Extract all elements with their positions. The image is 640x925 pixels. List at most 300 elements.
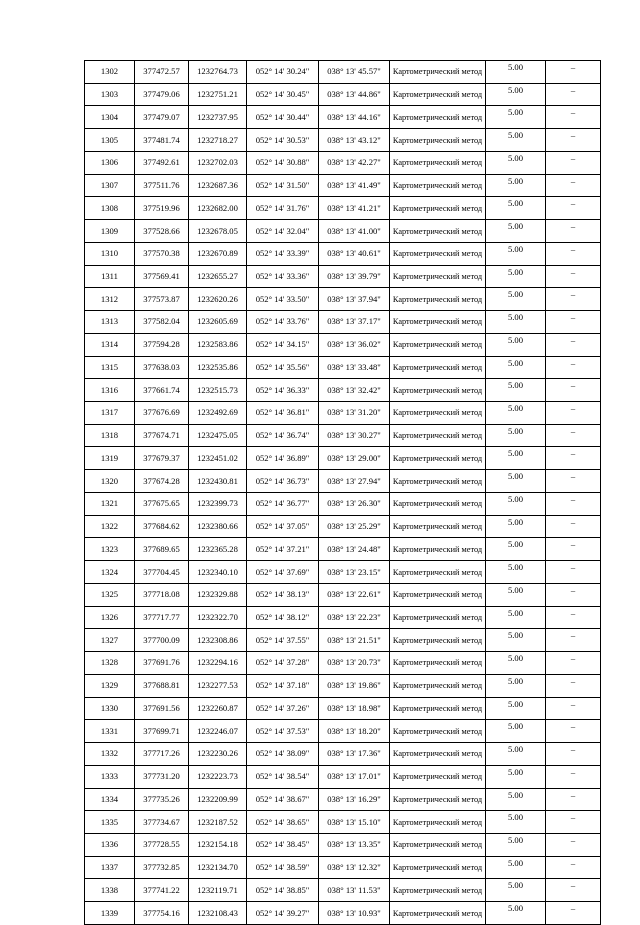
- x-coordinate-cell: 377472.57: [135, 61, 189, 84]
- method-cell: Картометрический метод: [390, 492, 486, 515]
- note-cell: –: [546, 743, 601, 766]
- latitude-cell: 052° 14' 33.76": [247, 311, 319, 334]
- x-coordinate-cell: 377688.81: [135, 674, 189, 697]
- x-coordinate-cell: 377661.74: [135, 379, 189, 402]
- longitude-cell: 038° 13' 31.20": [319, 402, 390, 425]
- y-coordinate-cell: 1232687.36: [189, 174, 247, 197]
- longitude-cell: 038° 13' 18.20": [319, 720, 390, 743]
- precision-cell: 5.00: [486, 515, 546, 538]
- x-coordinate-cell: 377674.28: [135, 470, 189, 493]
- method-cell: Картометрический метод: [390, 856, 486, 879]
- longitude-cell: 038° 13' 20.73": [319, 652, 390, 675]
- latitude-cell: 052° 14' 36.74": [247, 424, 319, 447]
- latitude-cell: 052° 14' 37.69": [247, 561, 319, 584]
- precision-cell: 5.00: [486, 811, 546, 834]
- method-cell: Картометрический метод: [390, 470, 486, 493]
- longitude-cell: 038° 13' 21.51": [319, 629, 390, 652]
- method-cell: Картометрический метод: [390, 174, 486, 197]
- point-number-cell: 1332: [85, 743, 135, 766]
- longitude-cell: 038° 13' 22.23": [319, 606, 390, 629]
- table-row: [85, 833, 601, 856]
- method-cell: Картометрический метод: [390, 902, 486, 925]
- method-cell: Картометрический метод: [390, 811, 486, 834]
- x-coordinate-cell: 377481.74: [135, 129, 189, 152]
- y-coordinate-cell: 1232340.10: [189, 561, 247, 584]
- method-cell: Картометрический метод: [390, 743, 486, 766]
- table-row: [85, 561, 601, 584]
- method-cell: Картометрический метод: [390, 83, 486, 106]
- longitude-cell: 038° 13' 29.00": [319, 447, 390, 470]
- method-cell: Картометрический метод: [390, 765, 486, 788]
- precision-cell: 5.00: [486, 674, 546, 697]
- point-number-cell: 1330: [85, 697, 135, 720]
- table-row: [85, 379, 601, 402]
- table-row: [85, 265, 601, 288]
- y-coordinate-cell: 1232329.88: [189, 583, 247, 606]
- method-cell: Картометрический метод: [390, 697, 486, 720]
- x-coordinate-cell: 377734.67: [135, 811, 189, 834]
- table-row: [85, 197, 601, 220]
- x-coordinate-cell: 377569.41: [135, 265, 189, 288]
- y-coordinate-cell: 1232119.71: [189, 879, 247, 902]
- y-coordinate-cell: 1232515.73: [189, 379, 247, 402]
- y-coordinate-cell: 1232209.99: [189, 788, 247, 811]
- x-coordinate-cell: 377700.09: [135, 629, 189, 652]
- table-row: [85, 174, 601, 197]
- note-cell: –: [546, 697, 601, 720]
- x-coordinate-cell: 377528.66: [135, 220, 189, 243]
- point-number-cell: 1322: [85, 515, 135, 538]
- table-row: [85, 447, 601, 470]
- point-number-cell: 1309: [85, 220, 135, 243]
- y-coordinate-cell: 1232308.86: [189, 629, 247, 652]
- method-cell: Картометрический метод: [390, 879, 486, 902]
- table-row: [85, 811, 601, 834]
- y-coordinate-cell: 1232154.18: [189, 833, 247, 856]
- precision-cell: 5.00: [486, 151, 546, 174]
- method-cell: Картометрический метод: [390, 447, 486, 470]
- x-coordinate-cell: 377691.56: [135, 697, 189, 720]
- method-cell: Картометрический метод: [390, 242, 486, 265]
- longitude-cell: 038° 13' 25.29": [319, 515, 390, 538]
- method-cell: Картометрический метод: [390, 629, 486, 652]
- note-cell: –: [546, 311, 601, 334]
- y-coordinate-cell: 1232605.69: [189, 311, 247, 334]
- latitude-cell: 052° 14' 37.55": [247, 629, 319, 652]
- table-row: [85, 765, 601, 788]
- longitude-cell: 038° 13' 41.00": [319, 220, 390, 243]
- y-coordinate-cell: 1232277.53: [189, 674, 247, 697]
- method-cell: Картометрический метод: [390, 379, 486, 402]
- table-row: [85, 606, 601, 629]
- x-coordinate-cell: 377570.38: [135, 242, 189, 265]
- note-cell: –: [546, 106, 601, 129]
- precision-cell: 5.00: [486, 197, 546, 220]
- longitude-cell: 038° 13' 16.29": [319, 788, 390, 811]
- table-row: [85, 515, 601, 538]
- latitude-cell: 052° 14' 30.45": [247, 83, 319, 106]
- x-coordinate-cell: 377479.07: [135, 106, 189, 129]
- longitude-cell: 038° 13' 10.93": [319, 902, 390, 925]
- note-cell: –: [546, 765, 601, 788]
- longitude-cell: 038° 13' 37.94": [319, 288, 390, 311]
- table-row: [85, 492, 601, 515]
- latitude-cell: 052° 14' 30.24": [247, 61, 319, 84]
- table-row: [85, 652, 601, 675]
- note-cell: –: [546, 61, 601, 84]
- note-cell: –: [546, 856, 601, 879]
- precision-cell: 5.00: [486, 629, 546, 652]
- method-cell: Картометрический метод: [390, 356, 486, 379]
- note-cell: –: [546, 833, 601, 856]
- longitude-cell: 038° 13' 12.32": [319, 856, 390, 879]
- y-coordinate-cell: 1232492.69: [189, 402, 247, 425]
- note-cell: –: [546, 83, 601, 106]
- x-coordinate-cell: 377594.28: [135, 333, 189, 356]
- latitude-cell: 052° 14' 37.28": [247, 652, 319, 675]
- longitude-cell: 038° 13' 42.27": [319, 151, 390, 174]
- note-cell: –: [546, 424, 601, 447]
- method-cell: Картометрический метод: [390, 515, 486, 538]
- x-coordinate-cell: 377676.69: [135, 402, 189, 425]
- latitude-cell: 052° 14' 30.53": [247, 129, 319, 152]
- y-coordinate-cell: 1232678.05: [189, 220, 247, 243]
- latitude-cell: 052° 14' 38.65": [247, 811, 319, 834]
- table-row: [85, 470, 601, 493]
- method-cell: Картометрический метод: [390, 106, 486, 129]
- point-number-cell: 1324: [85, 561, 135, 584]
- point-number-cell: 1316: [85, 379, 135, 402]
- point-number-cell: 1328: [85, 652, 135, 675]
- note-cell: –: [546, 470, 601, 493]
- table-row: [85, 629, 601, 652]
- method-cell: Картометрический метод: [390, 788, 486, 811]
- point-number-cell: 1308: [85, 197, 135, 220]
- point-number-cell: 1314: [85, 333, 135, 356]
- latitude-cell: 052° 14' 38.59": [247, 856, 319, 879]
- y-coordinate-cell: 1232380.66: [189, 515, 247, 538]
- x-coordinate-cell: 377492.61: [135, 151, 189, 174]
- x-coordinate-cell: 377479.06: [135, 83, 189, 106]
- longitude-cell: 038° 13' 30.27": [319, 424, 390, 447]
- method-cell: Картометрический метод: [390, 333, 486, 356]
- note-cell: –: [546, 788, 601, 811]
- x-coordinate-cell: 377675.65: [135, 492, 189, 515]
- y-coordinate-cell: 1232294.16: [189, 652, 247, 675]
- latitude-cell: 052° 14' 32.04": [247, 220, 319, 243]
- x-coordinate-cell: 377728.55: [135, 833, 189, 856]
- table-row: [85, 424, 601, 447]
- y-coordinate-cell: 1232475.05: [189, 424, 247, 447]
- precision-cell: 5.00: [486, 743, 546, 766]
- table-row: [85, 242, 601, 265]
- point-number-cell: 1302: [85, 61, 135, 84]
- latitude-cell: 052° 14' 33.50": [247, 288, 319, 311]
- method-cell: Картометрический метод: [390, 197, 486, 220]
- precision-cell: 5.00: [486, 833, 546, 856]
- method-cell: Картометрический метод: [390, 311, 486, 334]
- precision-cell: 5.00: [486, 720, 546, 743]
- table-row: [85, 151, 601, 174]
- longitude-cell: 038° 13' 41.21": [319, 197, 390, 220]
- latitude-cell: 052° 14' 35.56": [247, 356, 319, 379]
- note-cell: –: [546, 242, 601, 265]
- note-cell: –: [546, 288, 601, 311]
- note-cell: –: [546, 379, 601, 402]
- y-coordinate-cell: 1232718.27: [189, 129, 247, 152]
- table-row: [85, 129, 601, 152]
- y-coordinate-cell: 1232764.73: [189, 61, 247, 84]
- latitude-cell: 052° 14' 39.27": [247, 902, 319, 925]
- latitude-cell: 052° 14' 38.67": [247, 788, 319, 811]
- note-cell: –: [546, 197, 601, 220]
- x-coordinate-cell: 377582.04: [135, 311, 189, 334]
- point-number-cell: 1312: [85, 288, 135, 311]
- note-cell: –: [546, 129, 601, 152]
- point-number-cell: 1337: [85, 856, 135, 879]
- longitude-cell: 038° 13' 39.79": [319, 265, 390, 288]
- latitude-cell: 052° 14' 30.88": [247, 151, 319, 174]
- latitude-cell: 052° 14' 30.44": [247, 106, 319, 129]
- precision-cell: 5.00: [486, 402, 546, 425]
- precision-cell: 5.00: [486, 242, 546, 265]
- longitude-cell: 038° 13' 17.36": [319, 743, 390, 766]
- note-cell: –: [546, 492, 601, 515]
- y-coordinate-cell: 1232365.28: [189, 538, 247, 561]
- x-coordinate-cell: 377689.65: [135, 538, 189, 561]
- x-coordinate-cell: 377754.16: [135, 902, 189, 925]
- method-cell: Картометрический метод: [390, 288, 486, 311]
- y-coordinate-cell: 1232451.02: [189, 447, 247, 470]
- longitude-cell: 038° 13' 19.86": [319, 674, 390, 697]
- y-coordinate-cell: 1232670.89: [189, 242, 247, 265]
- x-coordinate-cell: 377741.22: [135, 879, 189, 902]
- note-cell: –: [546, 356, 601, 379]
- precision-cell: 5.00: [486, 492, 546, 515]
- x-coordinate-cell: 377684.62: [135, 515, 189, 538]
- table-row: [85, 333, 601, 356]
- table-row: [85, 674, 601, 697]
- precision-cell: 5.00: [486, 424, 546, 447]
- precision-cell: 5.00: [486, 356, 546, 379]
- y-coordinate-cell: 1232399.73: [189, 492, 247, 515]
- latitude-cell: 052° 14' 36.89": [247, 447, 319, 470]
- point-number-cell: 1306: [85, 151, 135, 174]
- latitude-cell: 052° 14' 34.15": [247, 333, 319, 356]
- table-row: [85, 311, 601, 334]
- table-row: [85, 83, 601, 106]
- point-number-cell: 1307: [85, 174, 135, 197]
- point-number-cell: 1331: [85, 720, 135, 743]
- note-cell: –: [546, 583, 601, 606]
- table-row: [85, 879, 601, 902]
- precision-cell: 5.00: [486, 470, 546, 493]
- method-cell: Картометрический метод: [390, 424, 486, 447]
- precision-cell: 5.00: [486, 220, 546, 243]
- latitude-cell: 052° 14' 33.36": [247, 265, 319, 288]
- x-coordinate-cell: 377699.71: [135, 720, 189, 743]
- point-number-cell: 1321: [85, 492, 135, 515]
- latitude-cell: 052° 14' 37.18": [247, 674, 319, 697]
- y-coordinate-cell: 1232260.87: [189, 697, 247, 720]
- longitude-cell: 038° 13' 36.02": [319, 333, 390, 356]
- latitude-cell: 052° 14' 37.05": [247, 515, 319, 538]
- point-number-cell: 1305: [85, 129, 135, 152]
- latitude-cell: 052° 14' 38.09": [247, 743, 319, 766]
- longitude-cell: 038° 13' 22.61": [319, 583, 390, 606]
- precision-cell: 5.00: [486, 333, 546, 356]
- longitude-cell: 038° 13' 44.86": [319, 83, 390, 106]
- method-cell: Картометрический метод: [390, 583, 486, 606]
- point-number-cell: 1333: [85, 765, 135, 788]
- longitude-cell: 038° 13' 23.15": [319, 561, 390, 584]
- table-row: [85, 220, 601, 243]
- x-coordinate-cell: 377718.08: [135, 583, 189, 606]
- table-row: [85, 788, 601, 811]
- table-row: [85, 538, 601, 561]
- note-cell: –: [546, 811, 601, 834]
- y-coordinate-cell: 1232430.81: [189, 470, 247, 493]
- latitude-cell: 052° 14' 31.50": [247, 174, 319, 197]
- table-row: [85, 288, 601, 311]
- point-number-cell: 1326: [85, 606, 135, 629]
- method-cell: Картометрический метод: [390, 129, 486, 152]
- y-coordinate-cell: 1232655.27: [189, 265, 247, 288]
- longitude-cell: 038° 13' 45.57": [319, 61, 390, 84]
- note-cell: –: [546, 538, 601, 561]
- method-cell: Картометрический метод: [390, 61, 486, 84]
- latitude-cell: 052° 14' 33.39": [247, 242, 319, 265]
- latitude-cell: 052° 14' 37.26": [247, 697, 319, 720]
- longitude-cell: 038° 13' 17.01": [319, 765, 390, 788]
- coordinates-table: [84, 60, 601, 925]
- longitude-cell: 038° 13' 33.48": [319, 356, 390, 379]
- method-cell: Картометрический метод: [390, 538, 486, 561]
- precision-cell: 5.00: [486, 765, 546, 788]
- note-cell: –: [546, 447, 601, 470]
- y-coordinate-cell: 1232702.03: [189, 151, 247, 174]
- latitude-cell: 052° 14' 36.77": [247, 492, 319, 515]
- point-number-cell: 1335: [85, 811, 135, 834]
- longitude-cell: 038° 13' 32.42": [319, 379, 390, 402]
- table-row: [85, 402, 601, 425]
- method-cell: Картометрический метод: [390, 265, 486, 288]
- point-number-cell: 1303: [85, 83, 135, 106]
- latitude-cell: 052° 14' 38.45": [247, 833, 319, 856]
- longitude-cell: 038° 13' 43.12": [319, 129, 390, 152]
- note-cell: –: [546, 606, 601, 629]
- point-number-cell: 1325: [85, 583, 135, 606]
- precision-cell: 5.00: [486, 174, 546, 197]
- note-cell: –: [546, 174, 601, 197]
- point-number-cell: 1304: [85, 106, 135, 129]
- precision-cell: 5.00: [486, 902, 546, 925]
- x-coordinate-cell: 377717.26: [135, 743, 189, 766]
- note-cell: –: [546, 220, 601, 243]
- latitude-cell: 052° 14' 31.76": [247, 197, 319, 220]
- precision-cell: 5.00: [486, 606, 546, 629]
- longitude-cell: 038° 13' 40.61": [319, 242, 390, 265]
- latitude-cell: 052° 14' 36.81": [247, 402, 319, 425]
- precision-cell: 5.00: [486, 879, 546, 902]
- precision-cell: 5.00: [486, 106, 546, 129]
- point-number-cell: 1329: [85, 674, 135, 697]
- x-coordinate-cell: 377674.71: [135, 424, 189, 447]
- longitude-cell: 038° 13' 11.53": [319, 879, 390, 902]
- y-coordinate-cell: 1232223.73: [189, 765, 247, 788]
- longitude-cell: 038° 13' 41.49": [319, 174, 390, 197]
- note-cell: –: [546, 652, 601, 675]
- precision-cell: 5.00: [486, 379, 546, 402]
- note-cell: –: [546, 720, 601, 743]
- table-row: [85, 902, 601, 925]
- note-cell: –: [546, 561, 601, 584]
- table-row: [85, 356, 601, 379]
- latitude-cell: 052° 14' 36.33": [247, 379, 319, 402]
- longitude-cell: 038° 13' 44.16": [319, 106, 390, 129]
- latitude-cell: 052° 14' 36.73": [247, 470, 319, 493]
- latitude-cell: 052° 14' 37.21": [247, 538, 319, 561]
- y-coordinate-cell: 1232620.26: [189, 288, 247, 311]
- precision-cell: 5.00: [486, 788, 546, 811]
- note-cell: –: [546, 879, 601, 902]
- method-cell: Картометрический метод: [390, 220, 486, 243]
- note-cell: –: [546, 902, 601, 925]
- y-coordinate-cell: 1232751.21: [189, 83, 247, 106]
- longitude-cell: 038° 13' 24.48": [319, 538, 390, 561]
- table-row: [85, 583, 601, 606]
- latitude-cell: 052° 14' 38.85": [247, 879, 319, 902]
- x-coordinate-cell: 377731.20: [135, 765, 189, 788]
- x-coordinate-cell: 377519.96: [135, 197, 189, 220]
- longitude-cell: 038° 13' 27.94": [319, 470, 390, 493]
- table-row: [85, 106, 601, 129]
- y-coordinate-cell: 1232583.86: [189, 333, 247, 356]
- method-cell: Картометрический метод: [390, 674, 486, 697]
- y-coordinate-cell: 1232322.70: [189, 606, 247, 629]
- note-cell: –: [546, 515, 601, 538]
- method-cell: Картометрический метод: [390, 402, 486, 425]
- note-cell: –: [546, 402, 601, 425]
- x-coordinate-cell: 377717.77: [135, 606, 189, 629]
- longitude-cell: 038° 13' 15.10": [319, 811, 390, 834]
- table-body: [85, 61, 601, 925]
- precision-cell: 5.00: [486, 288, 546, 311]
- y-coordinate-cell: 1232246.07: [189, 720, 247, 743]
- x-coordinate-cell: 377638.03: [135, 356, 189, 379]
- precision-cell: 5.00: [486, 265, 546, 288]
- x-coordinate-cell: 377511.76: [135, 174, 189, 197]
- precision-cell: 5.00: [486, 83, 546, 106]
- latitude-cell: 052° 14' 37.53": [247, 720, 319, 743]
- precision-cell: 5.00: [486, 447, 546, 470]
- x-coordinate-cell: 377679.37: [135, 447, 189, 470]
- y-coordinate-cell: 1232187.52: [189, 811, 247, 834]
- precision-cell: 5.00: [486, 61, 546, 84]
- x-coordinate-cell: 377735.26: [135, 788, 189, 811]
- note-cell: –: [546, 674, 601, 697]
- note-cell: –: [546, 265, 601, 288]
- y-coordinate-cell: 1232134.70: [189, 856, 247, 879]
- point-number-cell: 1310: [85, 242, 135, 265]
- point-number-cell: 1318: [85, 424, 135, 447]
- precision-cell: 5.00: [486, 561, 546, 584]
- point-number-cell: 1339: [85, 902, 135, 925]
- method-cell: Картометрический метод: [390, 720, 486, 743]
- x-coordinate-cell: 377704.45: [135, 561, 189, 584]
- latitude-cell: 052° 14' 38.12": [247, 606, 319, 629]
- precision-cell: 5.00: [486, 583, 546, 606]
